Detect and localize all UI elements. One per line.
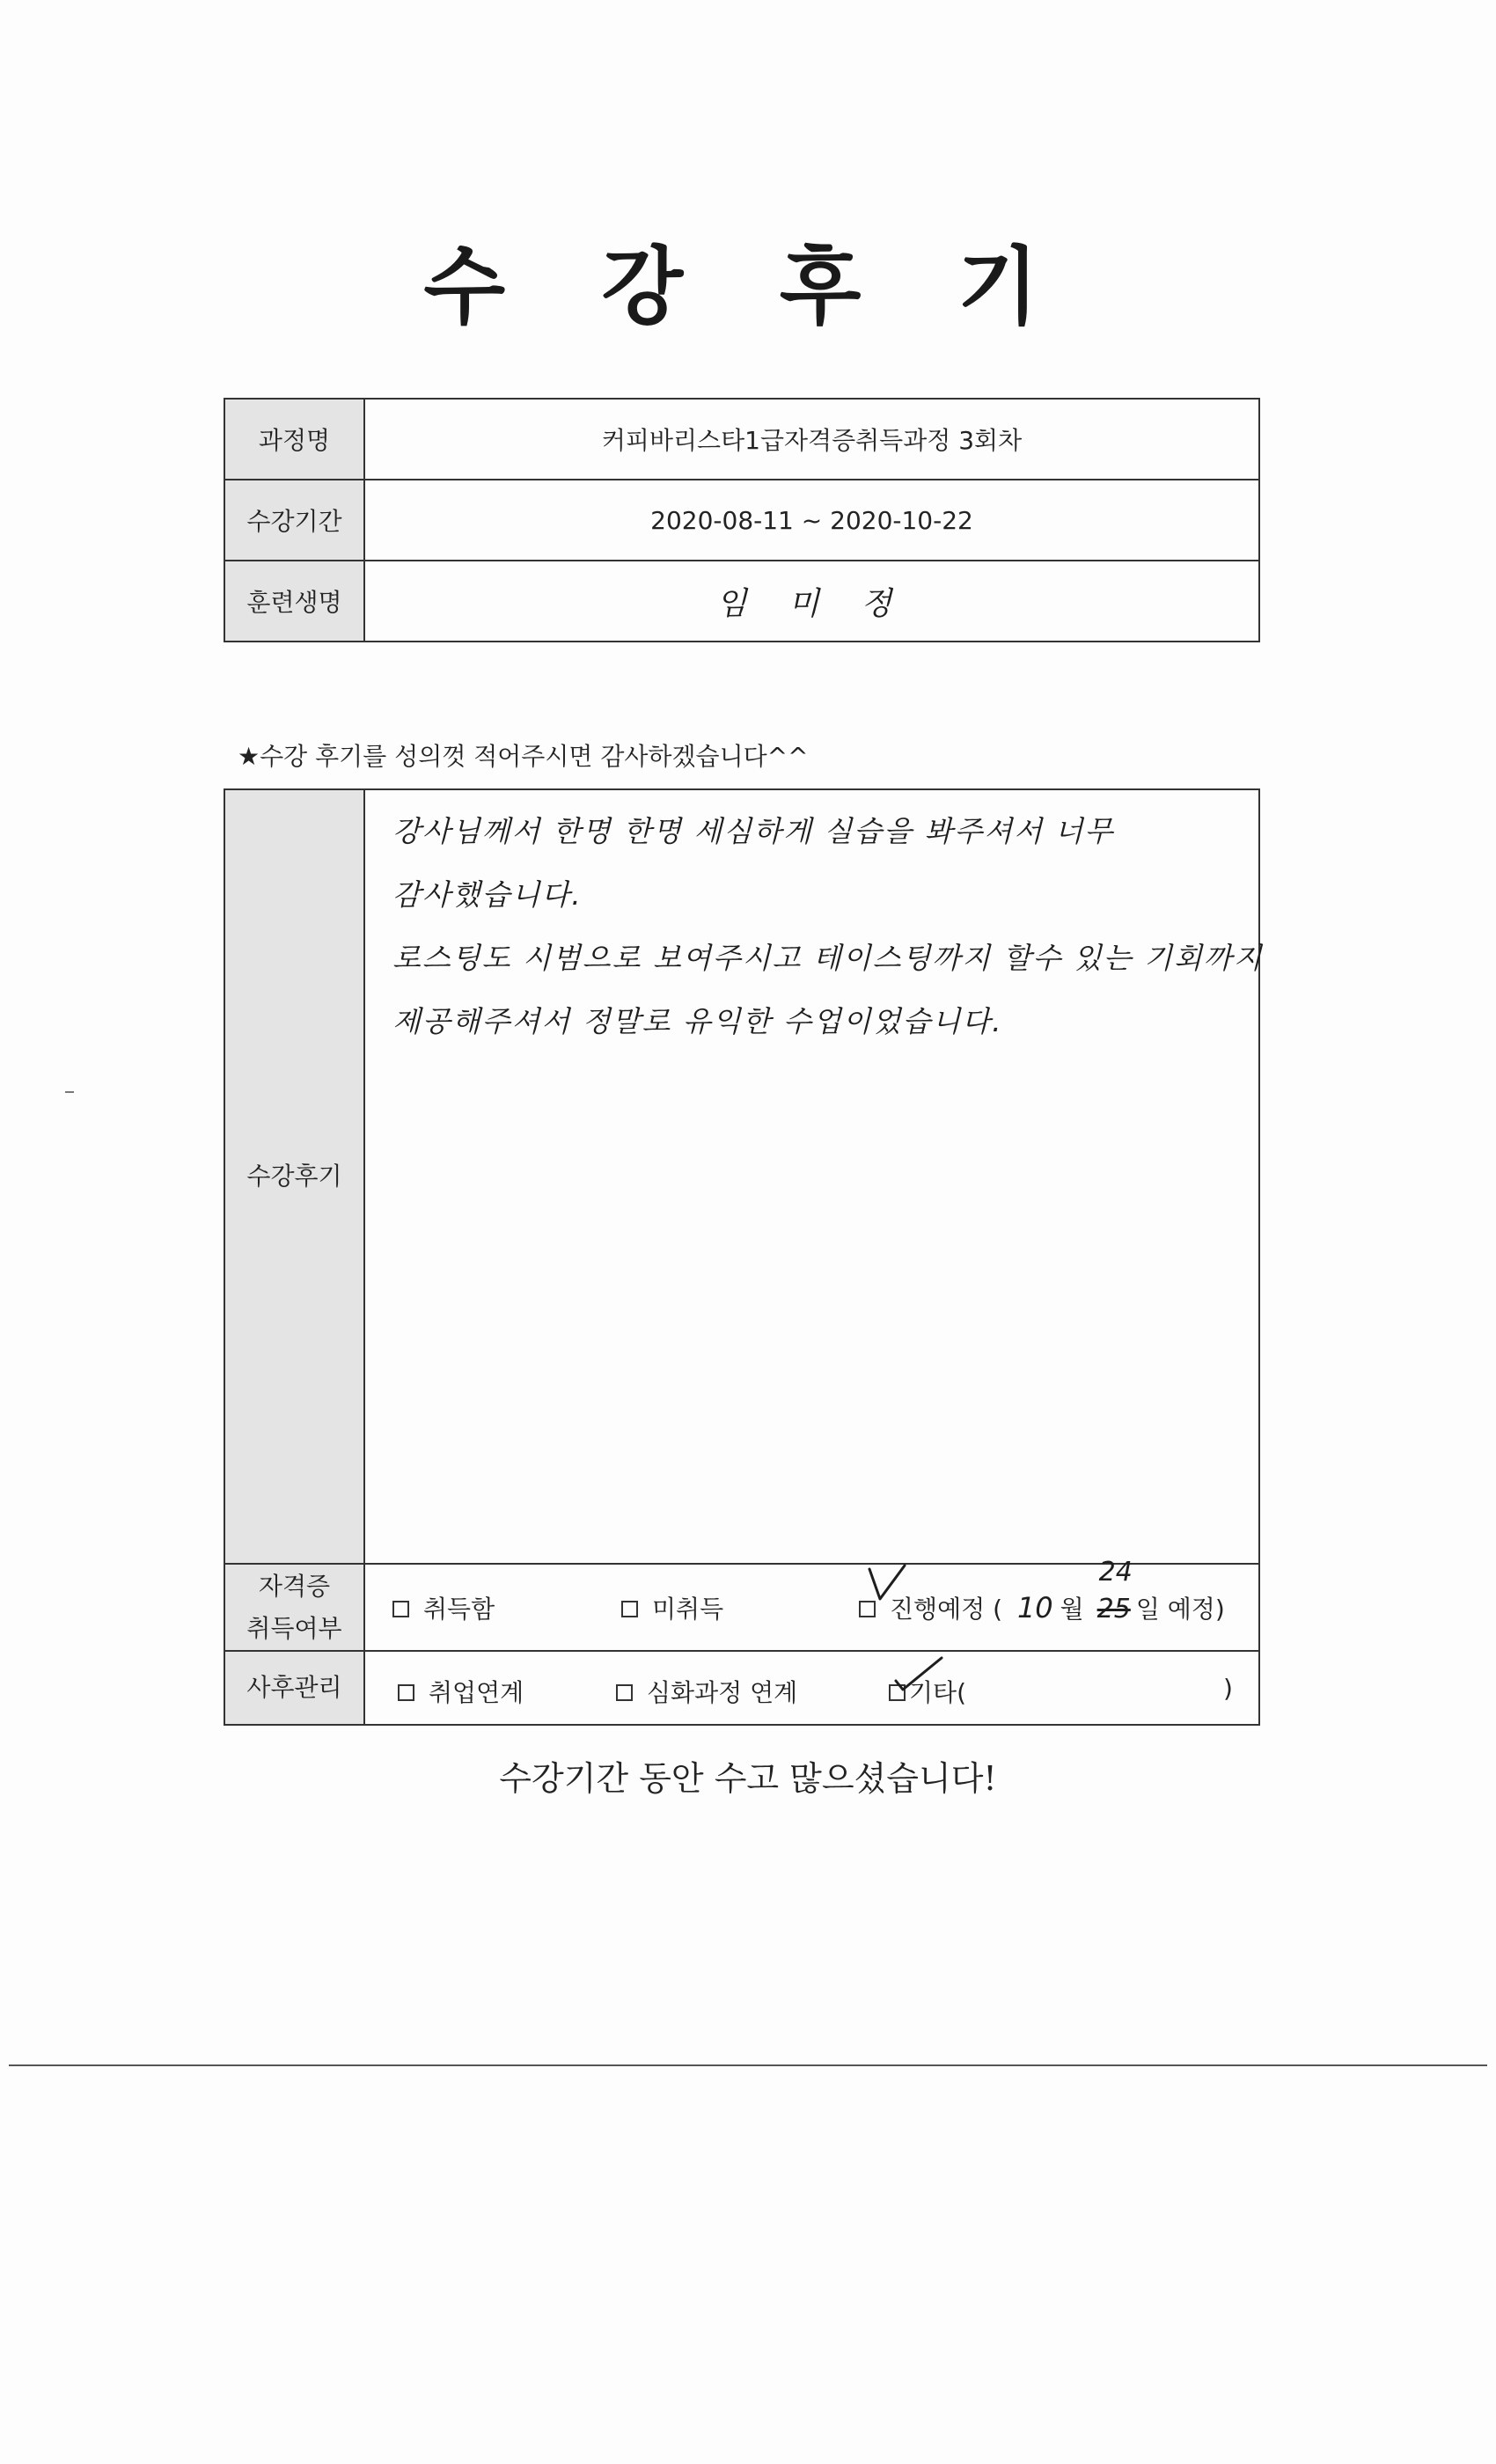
aftercare-option-employment-label: 취업연계 [429, 1678, 524, 1708]
review-table [224, 788, 1264, 1726]
trainee-name-label: 훈련생명 [224, 561, 364, 642]
checkbox-acquired[interactable] [392, 1601, 409, 1617]
cert-option-acquired-label: 취득함 [423, 1595, 495, 1624]
aftercare-option-other-label: 기타( [909, 1678, 967, 1708]
course-info-table [224, 398, 1260, 642]
trainee-name-value [364, 561, 1259, 642]
course-name-label: 과정명 [224, 399, 364, 480]
cert-status-label-line2: 취득여부 [246, 1613, 342, 1643]
cert-day-handwritten: 24 [1098, 1557, 1133, 1588]
review-line-2: 감사했습니다. [392, 877, 583, 912]
review-line-4: 제공해주셔서 정말로 유익한 수업이었습니다. [392, 1004, 1003, 1038]
cert-month-unit: 월 [1060, 1595, 1084, 1624]
cert-day-suffix: 일 예정) [1135, 1595, 1225, 1624]
aftercare-options [364, 1651, 1259, 1725]
checkmark-icon [866, 1564, 908, 1608]
cert-option-not-acquired-label: 미취득 [652, 1595, 724, 1624]
cert-status-options [364, 1557, 1259, 1651]
course-period-value: 2020-08-11 ~ 2020-10-22 [364, 480, 1259, 561]
instruction-note: ★수강 후기를 성의껏 적어주시면 감사하겠습니다^^ [238, 742, 809, 771]
review-line-3: 로스팅도 시범으로 보여주시고 테이스팅까지 할수 있는 기회까지 [392, 941, 1264, 975]
cert-status-label [224, 1564, 364, 1651]
cert-option-planned[interactable] [859, 1557, 1225, 1625]
closing-message: 수강기간 동안 수고 많으셨습니다! [499, 1759, 997, 1798]
checkbox-not-acquired[interactable] [621, 1601, 638, 1617]
cert-option-acquired[interactable] [392, 1590, 495, 1625]
cert-option-not-acquired[interactable] [621, 1590, 723, 1625]
aftercare-option-employment[interactable] [398, 1674, 524, 1709]
page-bottom-rule [9, 2064, 1487, 2066]
trainee-name-handwritten: 임 미 정 [715, 585, 908, 622]
checkbox-employment[interactable] [398, 1684, 414, 1701]
aftercare-label: 사후관리 [224, 1651, 364, 1725]
aftercare-option-advanced[interactable] [616, 1674, 797, 1709]
cert-month-handwritten: 10 [1016, 1591, 1053, 1624]
review-body-cell [364, 789, 1264, 1564]
review-label: 수강후기 [224, 789, 364, 1564]
aftercare-option-advanced-label: 심화과정 연계 [647, 1678, 798, 1708]
course-name-value: 커피바리스타1급자격증취득과정 3회차 [364, 399, 1259, 480]
scan-speck [65, 1091, 74, 1093]
review-body [366, 791, 1264, 1562]
cert-option-planned-label: 진행예정 ( [890, 1595, 1003, 1624]
cert-status-label-line1: 자격증 [258, 1572, 331, 1601]
aftercare-option-other-close: ) [1223, 1674, 1233, 1704]
review-line-1: 강사님께서 한명 한명 세심하게 실습을 봐주셔서 너무 [392, 814, 1115, 848]
cert-day-struck: 25 [1096, 1594, 1131, 1624]
page-title: 수 강 후 기 [423, 237, 1073, 336]
course-period-label: 수강기간 [224, 480, 364, 561]
checkbox-advanced[interactable] [616, 1684, 633, 1701]
checkmark-icon [892, 1654, 945, 1693]
